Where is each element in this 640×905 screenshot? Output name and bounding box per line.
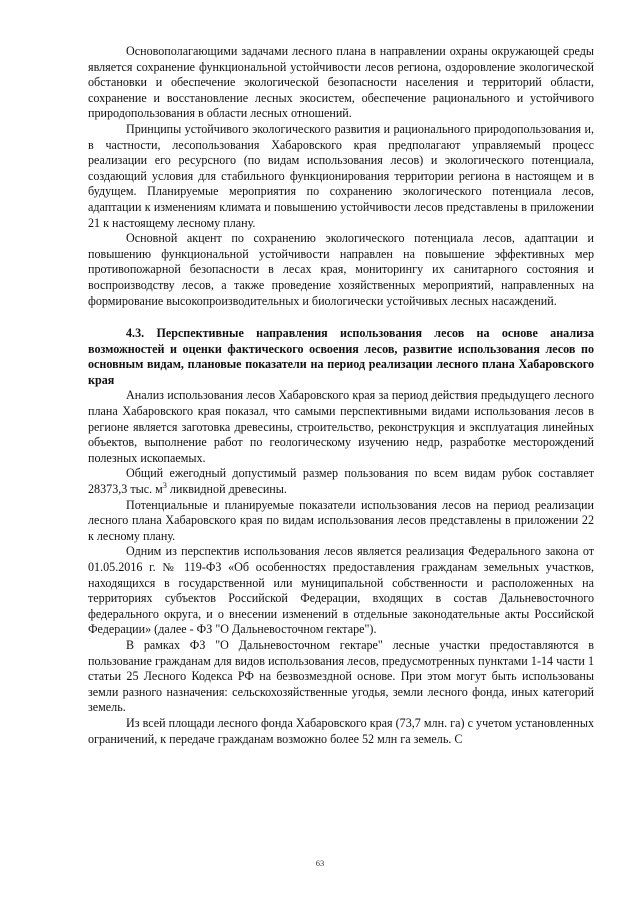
document-page	[88, 44, 594, 747]
paragraph-federal-law: Одним из перспектив использования лесов является реализация Федерального закона от 01.05.2016 г. № 119-ФЗ «Об особенностях предоставления гражданам земельных участков, находящихся в государственной или муниципальной собственности и расположенных на территориях субъектов Российской Федерации, входящих в состав Дальневосточного федерального округа, и о внесении изменений в отдельные законодательные акты Российской Федерации» (далее - ФЗ "О Дальневосточном гектаре").	[88, 544, 594, 637]
paragraph-area: Из всей площади лесного фонда Хабаровского края (73,7 млн. га) с учетом установленных ограничений, к передаче гражданам возможно более 52 млн га земель. С	[88, 715, 594, 746]
paragraph-analysis: Анализ использования лесов Хабаровского края за период действия предыдущего лесного плана Хабаровского края показал, что самыми перспективными видами использования лесов в регионе является заготовка древесины, строительство, реконструкция и эксплуатация линейных объектов, выполнение работ по геологическому изучению недр, разработке месторождений полезных ископаемых.	[88, 388, 594, 465]
cubic-superscript: 3	[162, 481, 167, 490]
paragraph-hectare: В рамках ФЗ "О Дальневосточном гектаре" лесные участки предоставляются в пользование гражданам для видов использования лесов, предусмотренных пунктами 1-14 части 1 статьи 25 Лесного Кодекса РФ на безвозмездной основе. При этом могут быть использованы земли разного назначения: сельскохозяйственные угодья, земли лесного фонда, иных категорий земель.	[88, 637, 594, 715]
paragraph-principles: Принципы устойчивого экологического развития и рационального природопользования и, в частности, лесопользования Хабаровского края предполагают управляемый процесс реализации его ресурсного (по видам использования лесов) и экологического потенциала, создающий условия для стабильного функционирования территории региона в настоящем и в будущем. Планируемые мероприятия по сохранению экологического потенциала лесов, адаптации к изменениям климата и повышению устойчивости лесов представлены в приложении 21 к настоящему лесному плану.	[88, 121, 594, 230]
section-heading: 4.3. Перспективные направления использования лесов на основе анализа возможностей и оценки фактического освоения лесов, развитие использования лесов по основным видам, плановые показатели на период реализации лесного плана Хабаровского края	[88, 326, 594, 387]
paragraph-tasks: Основополагающими задачами лесного плана в направлении охраны окружающей среды является сохранение функциональной устойчивости лесов региона, оздоровление экологической обстановки и обеспечение экологической безопасности населения и территорий области, сохранение и восстановление лесных экосистем, обеспечение рационального и устойчивого природопользования в области лесных отношений.	[88, 44, 594, 121]
paragraph-focus: Основной акцент по сохранению экологического потенциала лесов, адаптации и повышению функциональной устойчивости направлен на повышение эффективных мер противопожарной безопасности в лесах края, мониторингу их санитарного состояния и воспроизводству лесов, а также проведение хозяйственных мероприятий, направленных на формирование высокопроизводительных и биологически устойчивых лесных насаждений.	[88, 231, 594, 308]
page-number: 63	[315, 858, 325, 868]
allowable-cut-text: Общий ежегодный допустимый размер пользования по всем видам рубок составляет 28373,3 тыс. м	[88, 466, 594, 497]
paragraph-indicators: Потенциальные и планируемые показатели использования лесов на период реализации лесного плана Хабаровского края по видам использования лесов представлены в приложении 22 к лесному плану.	[88, 497, 594, 543]
paragraph-allowable-cut	[88, 466, 594, 497]
allowable-cut-end: ликвидной древесины.	[166, 482, 287, 497]
